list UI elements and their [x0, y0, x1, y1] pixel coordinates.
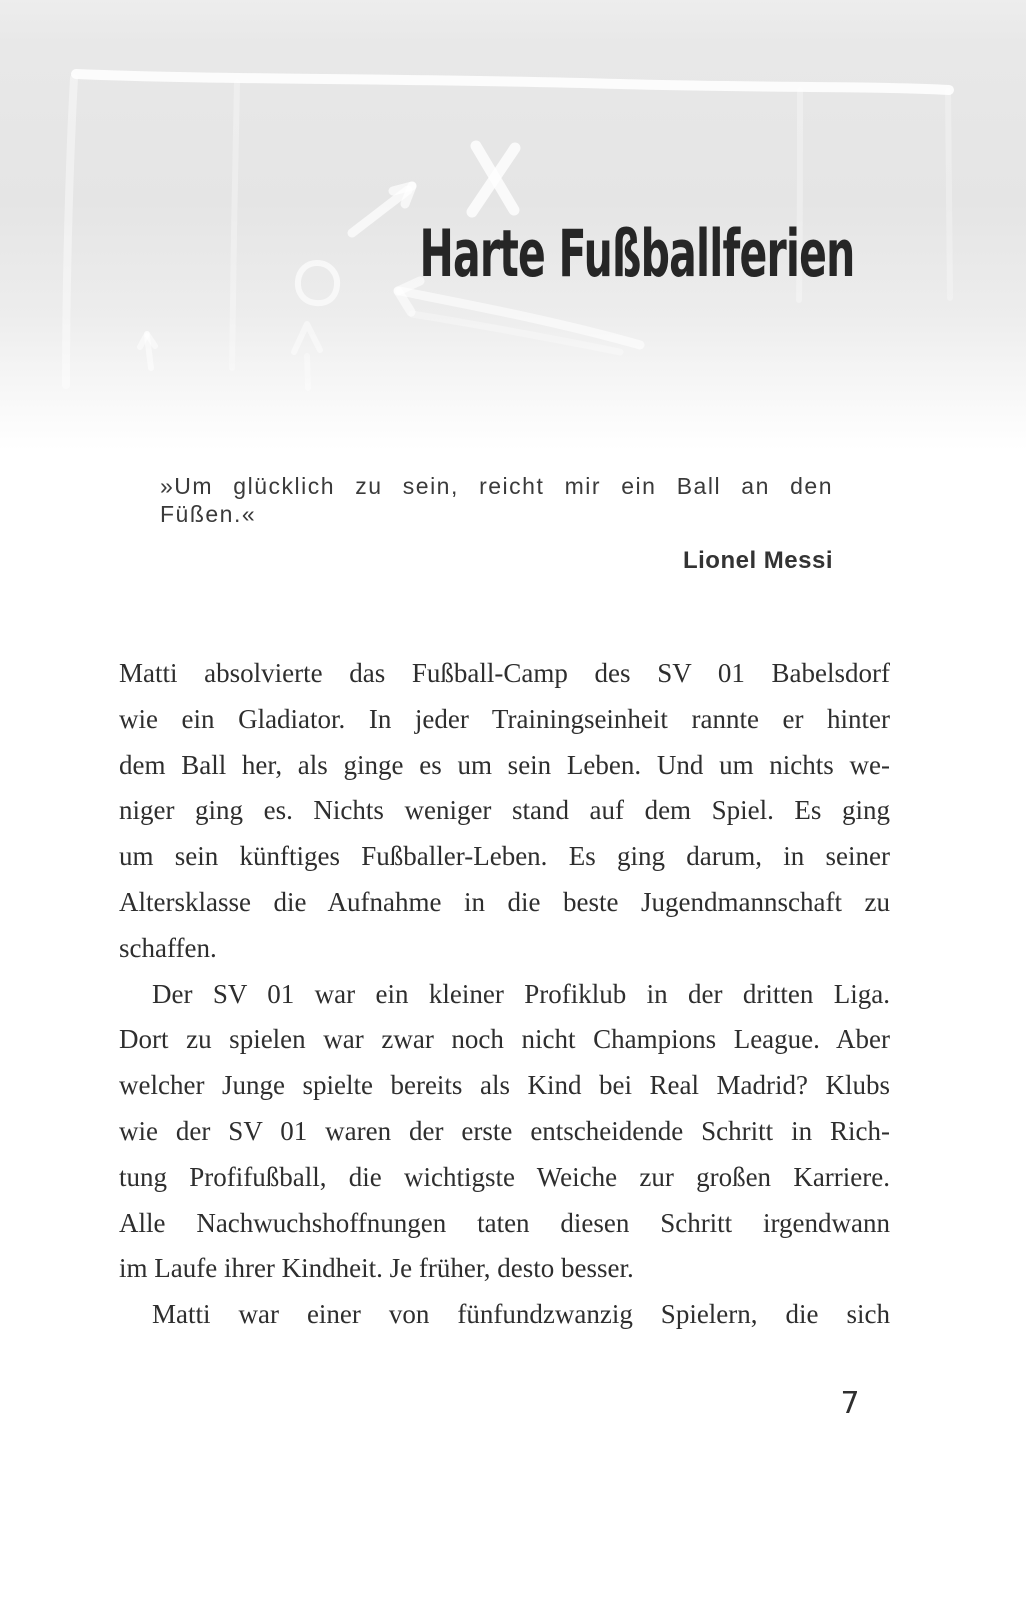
body-text-line: niger ging es. Nichts weniger stand auf dem Spiel. Es ging: [119, 795, 890, 826]
body-text: [119, 651, 890, 1338]
page-number: 7: [840, 1386, 860, 1421]
chalk-arrow-up-small: [140, 334, 155, 368]
chalk-x-mark: [472, 146, 515, 212]
body-text-line: Matti absolvierte das Fußball-Camp des SV 01 Babelsdorf: [119, 658, 890, 688]
quote-attribution: Lionel Messi: [682, 547, 833, 574]
body-text-line: schaffen.: [119, 932, 217, 963]
body-text-line: tung Profifußball, die wichtigste Weiche zur großen Karriere.: [119, 1161, 890, 1192]
body-text-line: Der SV 01 war ein kleiner Profiklub in der dritten Liga.: [152, 978, 890, 1009]
body-text-line: um sein künftiges Fußballer-Leben. Es ging darum, in seiner: [119, 841, 890, 872]
body-text-line: Dort zu spielen war zwar noch nicht Champions League. Aber: [119, 1024, 890, 1055]
body-text-line: welcher Junge spielte bereits als Kind bei Real Madrid? Klubs: [119, 1070, 890, 1101]
chalk-arrow-up-left: [398, 281, 640, 352]
chalkboard-header: [0, 0, 1026, 450]
body-text-line: Alle Nachwuchshoffnungen taten diesen Schritt irgendwann: [119, 1207, 890, 1238]
quote-text: »Um glücklich zu sein, reicht mir ein Ball an den Füßen.«: [160, 473, 833, 527]
body-text-line: wie ein Gladiator. In jeder Trainingseinheit rannte er hinter: [119, 703, 890, 734]
chalk-stick-figure: [294, 324, 320, 388]
body-text-line: im Laufe ihrer Kindheit. Je früher, desto besser.: [119, 1253, 634, 1284]
body-text-line: dem Ball her, als ginge es um sein Leben. Und um nichts we-: [119, 749, 890, 780]
chapter-quote: [160, 472, 833, 575]
body-text-line: Altersklasse die Aufnahme in die beste Jugendmannschaft zu: [119, 886, 890, 917]
body-text-line: Matti war einer von fünfundzwanzig Spielern, die sich: [152, 1299, 890, 1330]
body-text-line: wie der SV 01 waren der erste entscheidende Schritt in Rich-: [119, 1115, 890, 1146]
chapter-title: Harte Fußballferien: [419, 216, 855, 292]
